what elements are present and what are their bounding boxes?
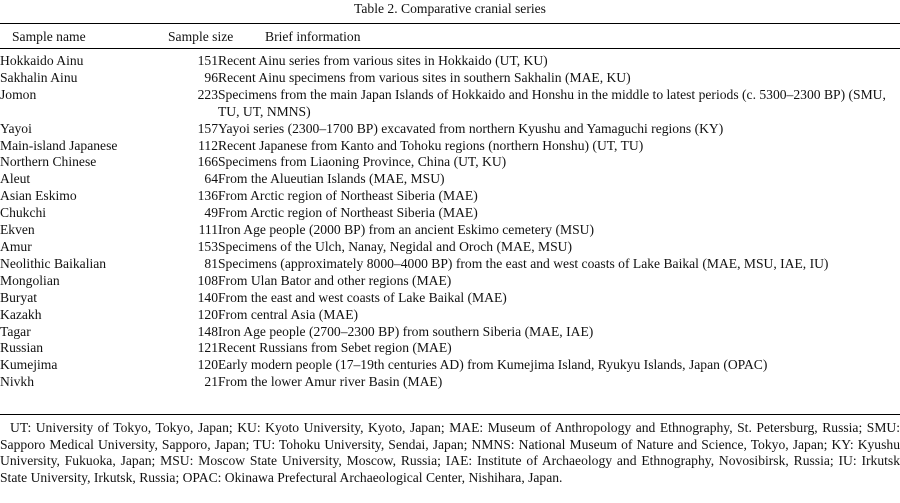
- sample-size-cell: 112: [198, 137, 218, 153]
- table-row: [0, 222, 900, 239]
- brief-information-cell: From Arctic region of Northeast Siberia (MAE): [218, 205, 478, 221]
- sample-size-cell: 21: [204, 374, 218, 390]
- top-rule: [0, 23, 900, 24]
- table-row: [0, 324, 900, 341]
- sample-name-cell: Sakhalin Ainu: [0, 69, 78, 85]
- sample-size-cell: 120: [197, 357, 218, 373]
- table-row: [0, 70, 900, 87]
- table-row: [0, 171, 900, 188]
- table-footnote: UT: University of Tokyo, Tokyo, Japan; KU: Kyoto University, Kyoto, Japan; MAE: Museum of Anthropology and Ethnography, St. Petersburg, Russia; SMU: Sapporo Medical University, Sapporo, Japan; TU: Tohoku University, Sendai, Japan; NMNS: National Museum of Nature and Science, Tokyo, Japan; KY: Kyushu University, Fukuoka, Japan; MSU: Moscow State University, Moscow, Russia; IAE: Institute of Archaeology and Ethnography, Novosibirsk, Russia; IU: Irkutsk State University, Irkutsk, Russia; OPAC: Okinawa Prefectural Archaeological Center, Nishihara, Japan.: [0, 420, 900, 485]
- brief-information-cell: Iron Age people (2700–2300 BP) from southern Siberia (MAE, IAE): [218, 323, 594, 339]
- sample-name-cell: Chukchi: [0, 205, 47, 221]
- brief-information-cell: Yayoi series (2300–1700 BP) excavated from northern Kyushu and Yamaguchi regions (KY): [218, 120, 724, 136]
- brief-information-cell: From the east and west coasts of Lake Baikal (MAE): [218, 289, 507, 305]
- sample-size-cell: 64: [204, 171, 218, 187]
- brief-information-cell: Recent Ainu series from various sites in Hokkaido (UT, KU): [218, 53, 548, 68]
- brief-information-cell: Specimens from the main Japan Islands of Hokkaido and Honshu in the middle to latest periods (c. 5300–2300 BP) (SMU, TU, UT, NMNS): [218, 86, 886, 119]
- header-brief-information: Brief information: [265, 29, 361, 44]
- sample-name-cell: Buryat: [0, 289, 37, 305]
- table-row: [0, 205, 900, 222]
- sample-name-cell: Amur: [0, 238, 32, 254]
- table-body: [0, 53, 900, 391]
- cranial-series-table: [0, 53, 900, 391]
- sample-name-cell: Main-island Japanese: [0, 137, 118, 153]
- brief-information-cell: From Ulan Bator and other regions (MAE): [218, 272, 452, 288]
- table-header: [0, 28, 900, 46]
- brief-information-cell: Specimens (approximately 8000–4000 BP) from the east and west coasts of Lake Baikal (MAE, MSU, IAE, IU): [218, 255, 829, 271]
- sample-name-cell: Neolithic Baikalian: [0, 255, 107, 271]
- table-row: [0, 357, 900, 374]
- table-caption: Table 2. Comparative cranial series: [354, 1, 546, 16]
- sample-name-cell: Ekven: [0, 222, 35, 238]
- brief-information-cell: From Arctic region of Northeast Siberia (MAE): [218, 188, 478, 204]
- brief-information-cell: From central Asia (MAE): [218, 306, 359, 322]
- brief-information-cell: Specimens of the Ulch, Nanay, Negidal and Oroch (MAE, MSU): [218, 238, 572, 254]
- brief-information-cell: Early modern people (17–19th centuries AD) from Kumejima Island, Ryukyu Islands, Japan (OPAC): [218, 357, 768, 373]
- sample-size-cell: 81: [204, 255, 218, 271]
- sample-size-cell: 157: [197, 120, 218, 136]
- table-row: [0, 307, 900, 324]
- sample-name-cell: Northern Chinese: [0, 154, 97, 170]
- brief-information-cell: Recent Japanese from Kanto and Tohoku regions (northern Honshu) (UT, TU): [218, 137, 644, 153]
- table-row: [0, 53, 900, 70]
- sample-name-cell: Asian Eskimo: [0, 188, 77, 204]
- sample-size-cell: 153: [197, 238, 218, 254]
- header-sample-name: Sample name: [12, 29, 86, 44]
- header-sample-size: Sample size: [168, 29, 234, 44]
- table-row: [0, 273, 900, 290]
- bottom-rule: [0, 414, 900, 415]
- sample-name-cell: Jomon: [0, 86, 37, 102]
- sample-size-cell: 140: [197, 289, 218, 305]
- sample-name-cell: Kazakh: [0, 306, 42, 322]
- sample-size-cell: 111: [198, 222, 218, 238]
- sample-size-cell: 223: [197, 86, 218, 102]
- table-row: [0, 374, 900, 391]
- sample-name-cell: Hokkaido Ainu: [0, 53, 84, 68]
- brief-information-cell: Recent Ainu specimens from various sites in southern Sakhalin (MAE, KU): [218, 69, 631, 85]
- sample-size-cell: 148: [197, 323, 218, 339]
- sample-name-cell: Kumejima: [0, 357, 58, 373]
- table-row: [0, 87, 900, 121]
- brief-information-cell: Recent Russians from Sebet region (MAE): [218, 340, 452, 356]
- sample-size-cell: 166: [197, 154, 218, 170]
- sample-name-cell: Nivkh: [0, 374, 34, 390]
- brief-information-cell: From the lower Amur river Basin (MAE): [218, 374, 443, 390]
- sample-name-cell: Aleut: [0, 171, 31, 187]
- brief-information-cell: From the Alueutian Islands (MAE, MSU): [218, 171, 445, 187]
- sample-size-cell: 136: [197, 188, 218, 204]
- table-row: [0, 188, 900, 205]
- sample-size-cell: 120: [197, 306, 218, 322]
- brief-information-cell: Specimens from Liaoning Province, China (UT, KU): [218, 154, 507, 170]
- header-rule: [0, 48, 900, 49]
- table-row: [0, 239, 900, 256]
- table-row: [0, 256, 900, 273]
- table-row: [0, 290, 900, 307]
- sample-name-cell: Russian: [0, 340, 44, 356]
- sample-size-cell: 49: [204, 205, 218, 221]
- sample-name-cell: Tagar: [0, 323, 31, 339]
- sample-size-cell: 96: [204, 69, 218, 85]
- sample-size-cell: 121: [197, 340, 218, 356]
- sample-name-cell: Mongolian: [0, 272, 60, 288]
- brief-information-cell: Iron Age people (2000 BP) from an ancient Eskimo cemetery (MSU): [218, 222, 594, 238]
- table-row: [0, 340, 900, 357]
- sample-size-cell: 151: [197, 53, 218, 68]
- sample-name-cell: Yayoi: [0, 120, 32, 136]
- table-row: [0, 154, 900, 171]
- sample-size-cell: 108: [197, 272, 218, 288]
- table-row: [0, 138, 900, 155]
- table-row: [0, 121, 900, 138]
